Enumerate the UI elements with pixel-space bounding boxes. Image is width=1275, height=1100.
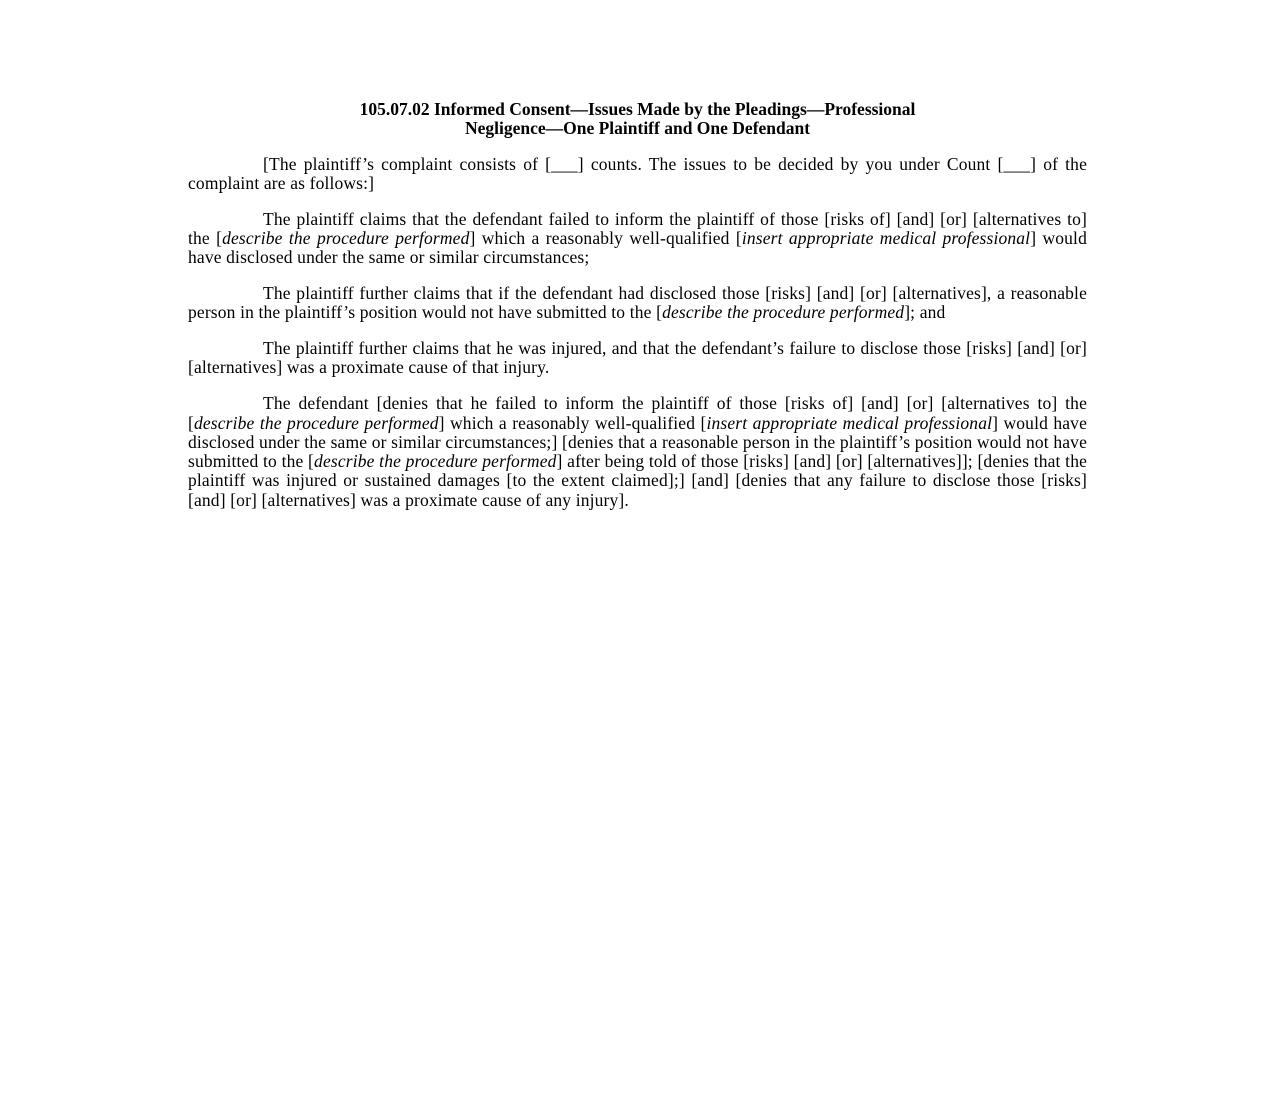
title-line-1: 105.07.02 Informed Consent—Issues Made by the Pleadings—Professional bbox=[359, 99, 916, 119]
text: [The plaintiff’s complaint consists of [___] counts. The issues to be decided by you under Count [___] of the complaint are as follows:] bbox=[188, 153, 1087, 193]
title-line-2: Negligence—One Plaintiff and One Defendant bbox=[464, 118, 811, 139]
placeholder-italic: describe the procedure performed bbox=[222, 227, 470, 248]
text: The plaintiff claims that the defendant failed to inform the plaintiff of those [risks of] [and] [or] [alternatives to] the [ bbox=[188, 208, 1087, 248]
placeholder-italic: insert appropriate medical professional bbox=[741, 227, 1031, 248]
document-title bbox=[188, 100, 1087, 139]
paragraph-defendant-denials bbox=[188, 394, 1087, 510]
placeholder-italic: describe the procedure performed bbox=[193, 412, 439, 433]
placeholder-italic: insert appropriate medical professional bbox=[706, 412, 993, 433]
paragraph-counts bbox=[188, 155, 1087, 194]
text: The plaintiff further claims that he was injured, and that the defendant’s failure to disclose those [risks] [and] [or] [alternatives] was a proximate cause of that injury. bbox=[188, 338, 1087, 378]
placeholder-italic: describe the procedure performed bbox=[662, 302, 905, 323]
paragraph-injury bbox=[188, 339, 1087, 378]
text: ] would have disclosed under the same or similar circumstances;] [denies that a reasonable person in the plaintiff’s position would not have submitted to the [ bbox=[188, 412, 1087, 472]
text: ]; and bbox=[904, 302, 946, 323]
paragraph-plaintiff-claim bbox=[188, 210, 1087, 268]
paragraph-reasonable-person bbox=[188, 284, 1087, 323]
document-page bbox=[188, 100, 1087, 527]
placeholder-italic: describe the procedure performed bbox=[314, 451, 557, 472]
text: ] would have disclosed under the same or similar circumstances; bbox=[188, 227, 1087, 268]
text: ] which a reasonably well-qualified [ bbox=[438, 412, 707, 433]
text: The plaintiff further claims that if the defendant had disclosed those [risks] [and] [or] [alternatives], a reasonable person in the plaintiff’s position would not have submitted to the [ bbox=[188, 283, 1087, 323]
text: ] which a reasonably well-qualified [ bbox=[469, 227, 742, 248]
text: The defendant [denies that he failed to inform the plaintiff of those [risks of] [and] [or] [alternatives to] the [ bbox=[188, 393, 1087, 433]
text: ] after being told of those [risks] [and] [or] [alternatives]]; [denies that the plaintiff was injured or sustained damages [to the extent claimed];] [and] [denies that any failure to disclose those [risks] [and] [or] [alternatives] was a proximate cause of any injury]. bbox=[188, 451, 1088, 510]
